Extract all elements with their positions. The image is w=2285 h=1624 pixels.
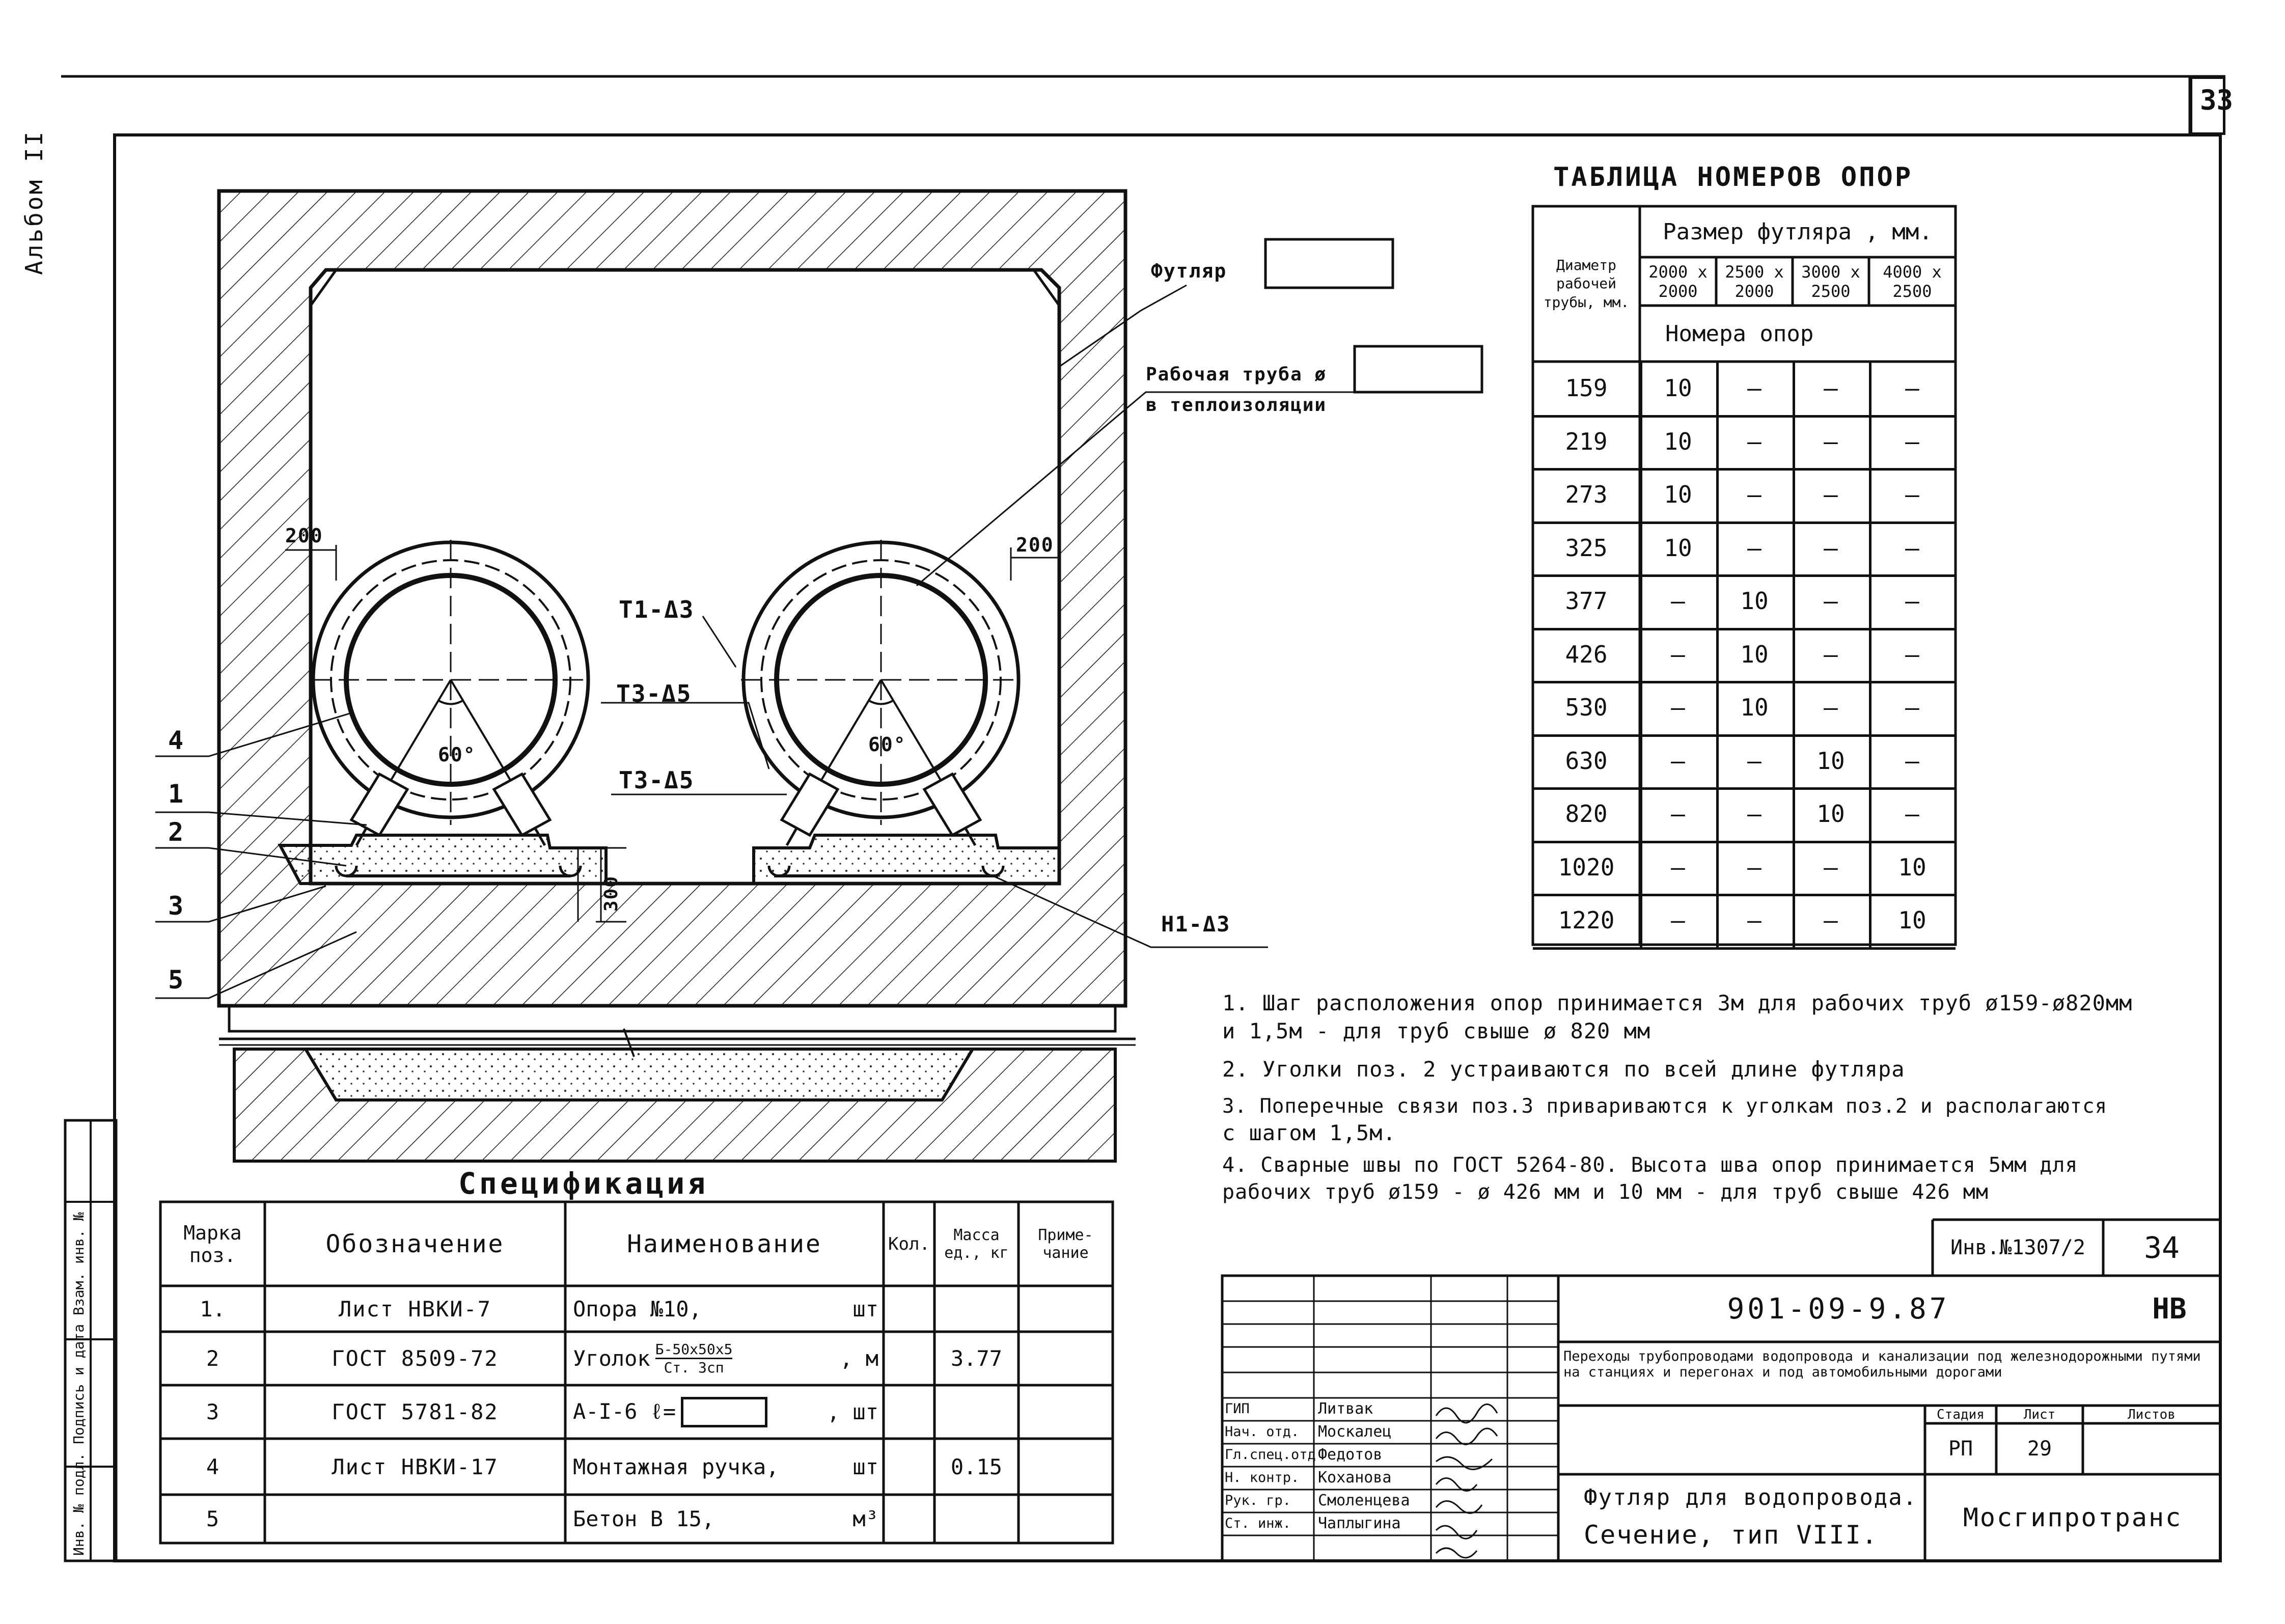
dim-300: 300 [601, 875, 622, 912]
support-row-diameter: 1220 [1558, 906, 1615, 934]
support-col-line [1640, 894, 1642, 947]
support-row-value: — [1824, 906, 1838, 934]
weld-t3-b: T3-Δ5 [619, 766, 695, 794]
support-col-line [1793, 841, 1795, 894]
support-row-value: — [1747, 906, 1761, 934]
support-row-value: — [1905, 374, 1919, 402]
spec-row-note [1018, 1332, 1113, 1385]
support-row-value: — [1824, 587, 1838, 615]
spec-row-mass [934, 1385, 1018, 1439]
support-row-value: 10 [1664, 374, 1692, 402]
support-col-line [1869, 894, 1871, 947]
support-row-value: — [1824, 374, 1838, 402]
pipe-left [311, 540, 591, 845]
support-col-line [1869, 734, 1871, 788]
support-row-value: 10 [1816, 747, 1845, 775]
spec-row-doc: Лист НВКИ-17 [332, 1454, 499, 1479]
weld-t1: T1-Δ3 [619, 596, 695, 623]
support-row-value: — [1747, 481, 1761, 509]
support-row-value: — [1824, 481, 1838, 509]
page-number-box [2190, 76, 2225, 135]
support-row-value: — [1747, 427, 1761, 455]
support-row-diameter: 273 [1565, 481, 1608, 509]
support-col-line [1716, 521, 1719, 575]
support-row-value: — [1905, 800, 1919, 828]
spec-row-name [573, 1495, 878, 1543]
pos-label-2: 2 [168, 817, 185, 847]
spec-row-note [1018, 1439, 1113, 1495]
support-row-value: — [1824, 640, 1838, 668]
support-row-value: — [1671, 747, 1685, 775]
spec-row-name [573, 1385, 878, 1439]
support-row-value: — [1747, 374, 1761, 402]
support-col-line [1793, 628, 1795, 681]
spec-row-mass [934, 1495, 1018, 1543]
support-row-value: 10 [1898, 853, 1926, 881]
spec-row-doc: Лист НВКИ-7 [338, 1296, 492, 1322]
support-col-line [1869, 841, 1871, 894]
note-line-4: 3. Поперечные связи поз.3 привариваются к уголкам поз.2 и располагаются [1222, 1095, 2108, 1118]
support-row-value: — [1905, 694, 1919, 722]
stamp-person-name: Коханова [1318, 1469, 1392, 1487]
support-col-line [1793, 574, 1795, 628]
side-stamp-text: Инв. № подл. Подпись и дата Взам. инв. № [70, 1212, 87, 1556]
stamp-sheet-label: Лист [2023, 1407, 2056, 1422]
spec-head-qty: Кол. [888, 1233, 930, 1254]
support-row-diameter: 1020 [1558, 853, 1615, 881]
inventory-number: Инв.№1307/2 [1950, 1236, 2085, 1259]
spec-row-pos: 4 [206, 1454, 219, 1479]
spec-row-qty [884, 1286, 934, 1332]
dim-200-right: 200 [1016, 534, 1054, 556]
angle-left: 60° [438, 744, 476, 766]
stamp-code: 901-09-9.87 [1727, 1292, 1950, 1326]
support-row-value: 10 [1740, 587, 1769, 615]
support-row-value: — [1824, 853, 1838, 881]
support-col-line [1869, 787, 1871, 841]
support-row-diameter: 159 [1565, 374, 1608, 402]
support-row-value: — [1671, 640, 1685, 668]
dim-200-left: 200 [285, 525, 323, 547]
note-line-1: 1. Шаг расположения опор принимается 3м для рабочих труб ø159-ø820мм [1222, 990, 2133, 1015]
support-col-line [1869, 362, 1871, 415]
stamp-org: Мосгипротранс [1963, 1503, 2183, 1532]
support-col-line [1793, 362, 1795, 415]
support-row-diameter: 630 [1565, 747, 1608, 775]
pos-label-1: 1 [168, 779, 185, 809]
support-col-line [1716, 894, 1719, 947]
support-row-diameter: 377 [1565, 587, 1608, 615]
support-col-line [1640, 468, 1642, 521]
stamp-stage: РП [1948, 1437, 1973, 1461]
support-col-line [1640, 841, 1642, 894]
spec-row-name-text: Уголок Б-50x50x5 Ст. 3сп [573, 1341, 733, 1376]
stamp-role: ГИП [1225, 1401, 1250, 1417]
support-size-4: 4000 x 2500 [1883, 262, 1942, 301]
spec-head-name: Наименование [627, 1229, 822, 1258]
spec-row-unit: шт [852, 1296, 878, 1322]
support-col-line [1793, 787, 1795, 841]
support-row-diameter: 820 [1565, 800, 1608, 828]
spec-head-note: Приме- чание [1038, 1226, 1093, 1262]
support-row-value: — [1905, 534, 1919, 562]
support-row-value: 10 [1816, 800, 1845, 828]
stamp-role: Ст. инж. [1225, 1516, 1291, 1531]
support-col-diameter: Диаметр рабочей трубы, мм. [1543, 256, 1630, 311]
stamp-description: Переходы трубопроводами водопровода и канализации под железнодорожными путями на станциях и перегонах и под автомобильными дорогами [1563, 1348, 2201, 1381]
length-input-box [681, 1397, 767, 1427]
spec-row-name-text: Бетон B 15, [573, 1506, 715, 1531]
stamp-sheet: 29 [2027, 1437, 2052, 1461]
spec-row-qty [884, 1495, 934, 1543]
stamp-role: Гл.спец.отд [1225, 1447, 1316, 1463]
support-row-value: — [1905, 481, 1919, 509]
support-row-value: — [1905, 427, 1919, 455]
support-col-line [1716, 841, 1719, 894]
note-line-3: 2. Уголки поз. 2 устраиваются по всей длине футляра [1222, 1057, 1905, 1082]
stamp-person-name: Литвак [1318, 1400, 1373, 1418]
support-col-line [1869, 521, 1871, 575]
support-col-line [1640, 681, 1642, 734]
stamp-person-name: Москалец [1318, 1423, 1392, 1441]
spec-row-note [1018, 1495, 1113, 1543]
support-row-value: — [1905, 747, 1919, 775]
weld-t3-a: T3-Δ5 [616, 680, 692, 707]
spec-row-pos: 1. [200, 1296, 226, 1322]
support-row-value: — [1824, 534, 1838, 562]
support-col-line [1793, 681, 1795, 734]
support-row-value: — [1671, 906, 1685, 934]
support-col-line [1716, 734, 1719, 788]
stamp-stage-label: Стадия [1937, 1407, 1985, 1422]
support-numbers-header: Номера опор [1665, 320, 1814, 347]
support-col-line [1640, 415, 1642, 469]
spec-head-doc: Обозначение [325, 1229, 505, 1258]
support-col-line [1869, 628, 1871, 681]
support-col-line [1716, 362, 1719, 415]
stamp-sheets [2083, 1423, 2220, 1474]
spec-head-pos: Марка поз. [183, 1221, 242, 1267]
support-col-line [1793, 734, 1795, 788]
support-row-value: — [1671, 694, 1685, 722]
spec-row-unit: , шт [827, 1399, 878, 1424]
support-row-value: 10 [1740, 694, 1769, 722]
support-size-3: 3000 x 2500 [1801, 262, 1860, 301]
stamp-role: Н. контр. [1225, 1470, 1300, 1485]
support-col-line [1640, 628, 1642, 681]
support-row-value: — [1824, 694, 1838, 722]
support-row-value: — [1671, 853, 1685, 881]
spec-row-qty [884, 1332, 934, 1385]
spec-row-name-text: Монтажная ручка, [573, 1454, 779, 1479]
support-row-value: — [1671, 800, 1685, 828]
sheet-number-box: 34 [2144, 1230, 2180, 1265]
support-row-value: — [1747, 800, 1761, 828]
support-col-line [1793, 468, 1795, 521]
note-line-7: рабочих труб ø159 - ø 426 мм и 10 мм - для труб свыше 426 мм [1222, 1180, 1989, 1204]
support-col-line [1716, 415, 1719, 469]
support-col-line [1869, 468, 1871, 521]
spec-row-qty [884, 1439, 934, 1495]
spec-row-unit: шт [852, 1454, 878, 1479]
support-col-line [1869, 681, 1871, 734]
spec-row-mass: 3.77 [950, 1346, 1003, 1371]
spec-title: Спецификация [458, 1166, 709, 1201]
spec-row-qty [884, 1385, 934, 1439]
stamp-person-name: Федотов [1318, 1446, 1383, 1464]
stamp-person-name: Чаплыгина [1318, 1515, 1401, 1532]
support-size-2: 2500 x 2000 [1725, 262, 1784, 301]
support-col-line [1716, 787, 1719, 841]
support-row-value: 10 [1664, 427, 1692, 455]
spec-row-name [573, 1286, 878, 1332]
support-row-diameter: 219 [1565, 427, 1608, 455]
case-label: Футляр [1151, 260, 1227, 282]
support-col-line [1869, 574, 1871, 628]
support-row-value: — [1905, 587, 1919, 615]
support-col-line [1793, 521, 1795, 575]
support-col-line [1716, 681, 1719, 734]
support-row-diameter: 325 [1565, 534, 1608, 562]
spec-row-doc: ГОСТ 8509-72 [332, 1346, 499, 1371]
support-col-size: Размер футляра , мм. [1663, 218, 1933, 245]
spec-row-unit: , м [840, 1346, 878, 1371]
support-col-line [1716, 574, 1719, 628]
spec-row-note [1018, 1286, 1113, 1332]
support-row-value: 10 [1898, 906, 1926, 934]
stamp-title-1: Футляр для водопровода. [1584, 1484, 1918, 1510]
note-line-2: и 1,5м - для труб свыше ø 820 мм [1222, 1019, 1651, 1043]
support-row-value: — [1671, 587, 1685, 615]
spec-head-mass: Масса ед., кг [944, 1226, 1009, 1262]
support-size-1: 2000 x 2000 [1648, 262, 1708, 301]
stamp-person-name: Смоленцева [1318, 1492, 1410, 1509]
support-row-value: — [1747, 747, 1761, 775]
support-col-line [1869, 415, 1871, 469]
support-row-value: — [1905, 640, 1919, 668]
spec-row-fraction [655, 1341, 733, 1376]
note-line-5: с шагом 1,5м. [1222, 1120, 1396, 1145]
support-col-line [1793, 415, 1795, 469]
support-row-line [1533, 947, 1956, 950]
stamp-role: Рук. гр. [1225, 1493, 1291, 1508]
weld-h1: H1-Δ3 [1161, 912, 1231, 937]
spec-row-doc: ГОСТ 5781-82 [332, 1399, 499, 1424]
support-col-line [1716, 468, 1719, 521]
support-col-line [1640, 787, 1642, 841]
spec-row-name-text: Опора №10, [573, 1296, 702, 1322]
spec-row-unit: м³ [852, 1506, 878, 1531]
support-col-line [1640, 734, 1642, 788]
support-row-diameter: 426 [1565, 640, 1608, 668]
stamp-sheets-label: Листов [2128, 1407, 2176, 1422]
support-col-line [1716, 628, 1719, 681]
support-col-line [1640, 574, 1642, 628]
spec-row-mass [934, 1286, 1018, 1332]
support-row-value: — [1824, 427, 1838, 455]
pipe-right [741, 540, 1021, 845]
stamp-sheet-code: НВ [2152, 1292, 2187, 1326]
spec-row-name [573, 1439, 878, 1495]
pipe-label-1: Рабочая труба ø [1146, 364, 1327, 385]
spec-row-pos: 3 [206, 1399, 219, 1424]
spec-row-name [573, 1332, 878, 1385]
spec-row-note [1018, 1385, 1113, 1439]
support-col-line [1640, 521, 1642, 575]
angle-right: 60° [868, 733, 906, 756]
support-col-line [1640, 362, 1642, 415]
spec-row-pos: 5 [206, 1506, 219, 1531]
support-row-value: 10 [1664, 481, 1692, 509]
pos-label-3: 3 [168, 891, 185, 921]
stamp-title-2: Сечение, тип VIII. [1584, 1520, 1878, 1550]
support-row-diameter: 530 [1565, 694, 1608, 722]
album-label: Альбом II [20, 129, 48, 275]
stamp-role: Нач. отд. [1225, 1424, 1300, 1440]
support-row-value: 10 [1740, 640, 1769, 668]
spec-row-name-text: A-I-6 ℓ= [573, 1397, 767, 1427]
support-row-value: — [1747, 853, 1761, 881]
support-row-value: — [1747, 534, 1761, 562]
spec-row-doc [265, 1495, 565, 1543]
spec-fraction-bottom: Ст. 3сп [664, 1359, 724, 1376]
spec-row-pos: 2 [206, 1346, 219, 1371]
support-row-value: 10 [1664, 534, 1692, 562]
note-line-6: 4. Сварные швы по ГОСТ 5264-80. Высота шва опор принимается 5мм для [1222, 1153, 2078, 1177]
pos-label-5: 5 [168, 965, 185, 995]
page-number: 33 [2200, 84, 2234, 116]
support-col-line [1793, 894, 1795, 947]
spec-row-mass: 0.15 [950, 1454, 1003, 1479]
pipe-label-2: в теплоизоляции [1146, 395, 1327, 416]
support-table-title: ТАБЛИЦА НОМЕРОВ ОПОР [1553, 162, 1913, 192]
base-band [229, 1006, 1115, 1031]
spec-fraction-top: Б-50x50x5 [655, 1341, 733, 1359]
pos-label-4: 4 [168, 726, 185, 755]
